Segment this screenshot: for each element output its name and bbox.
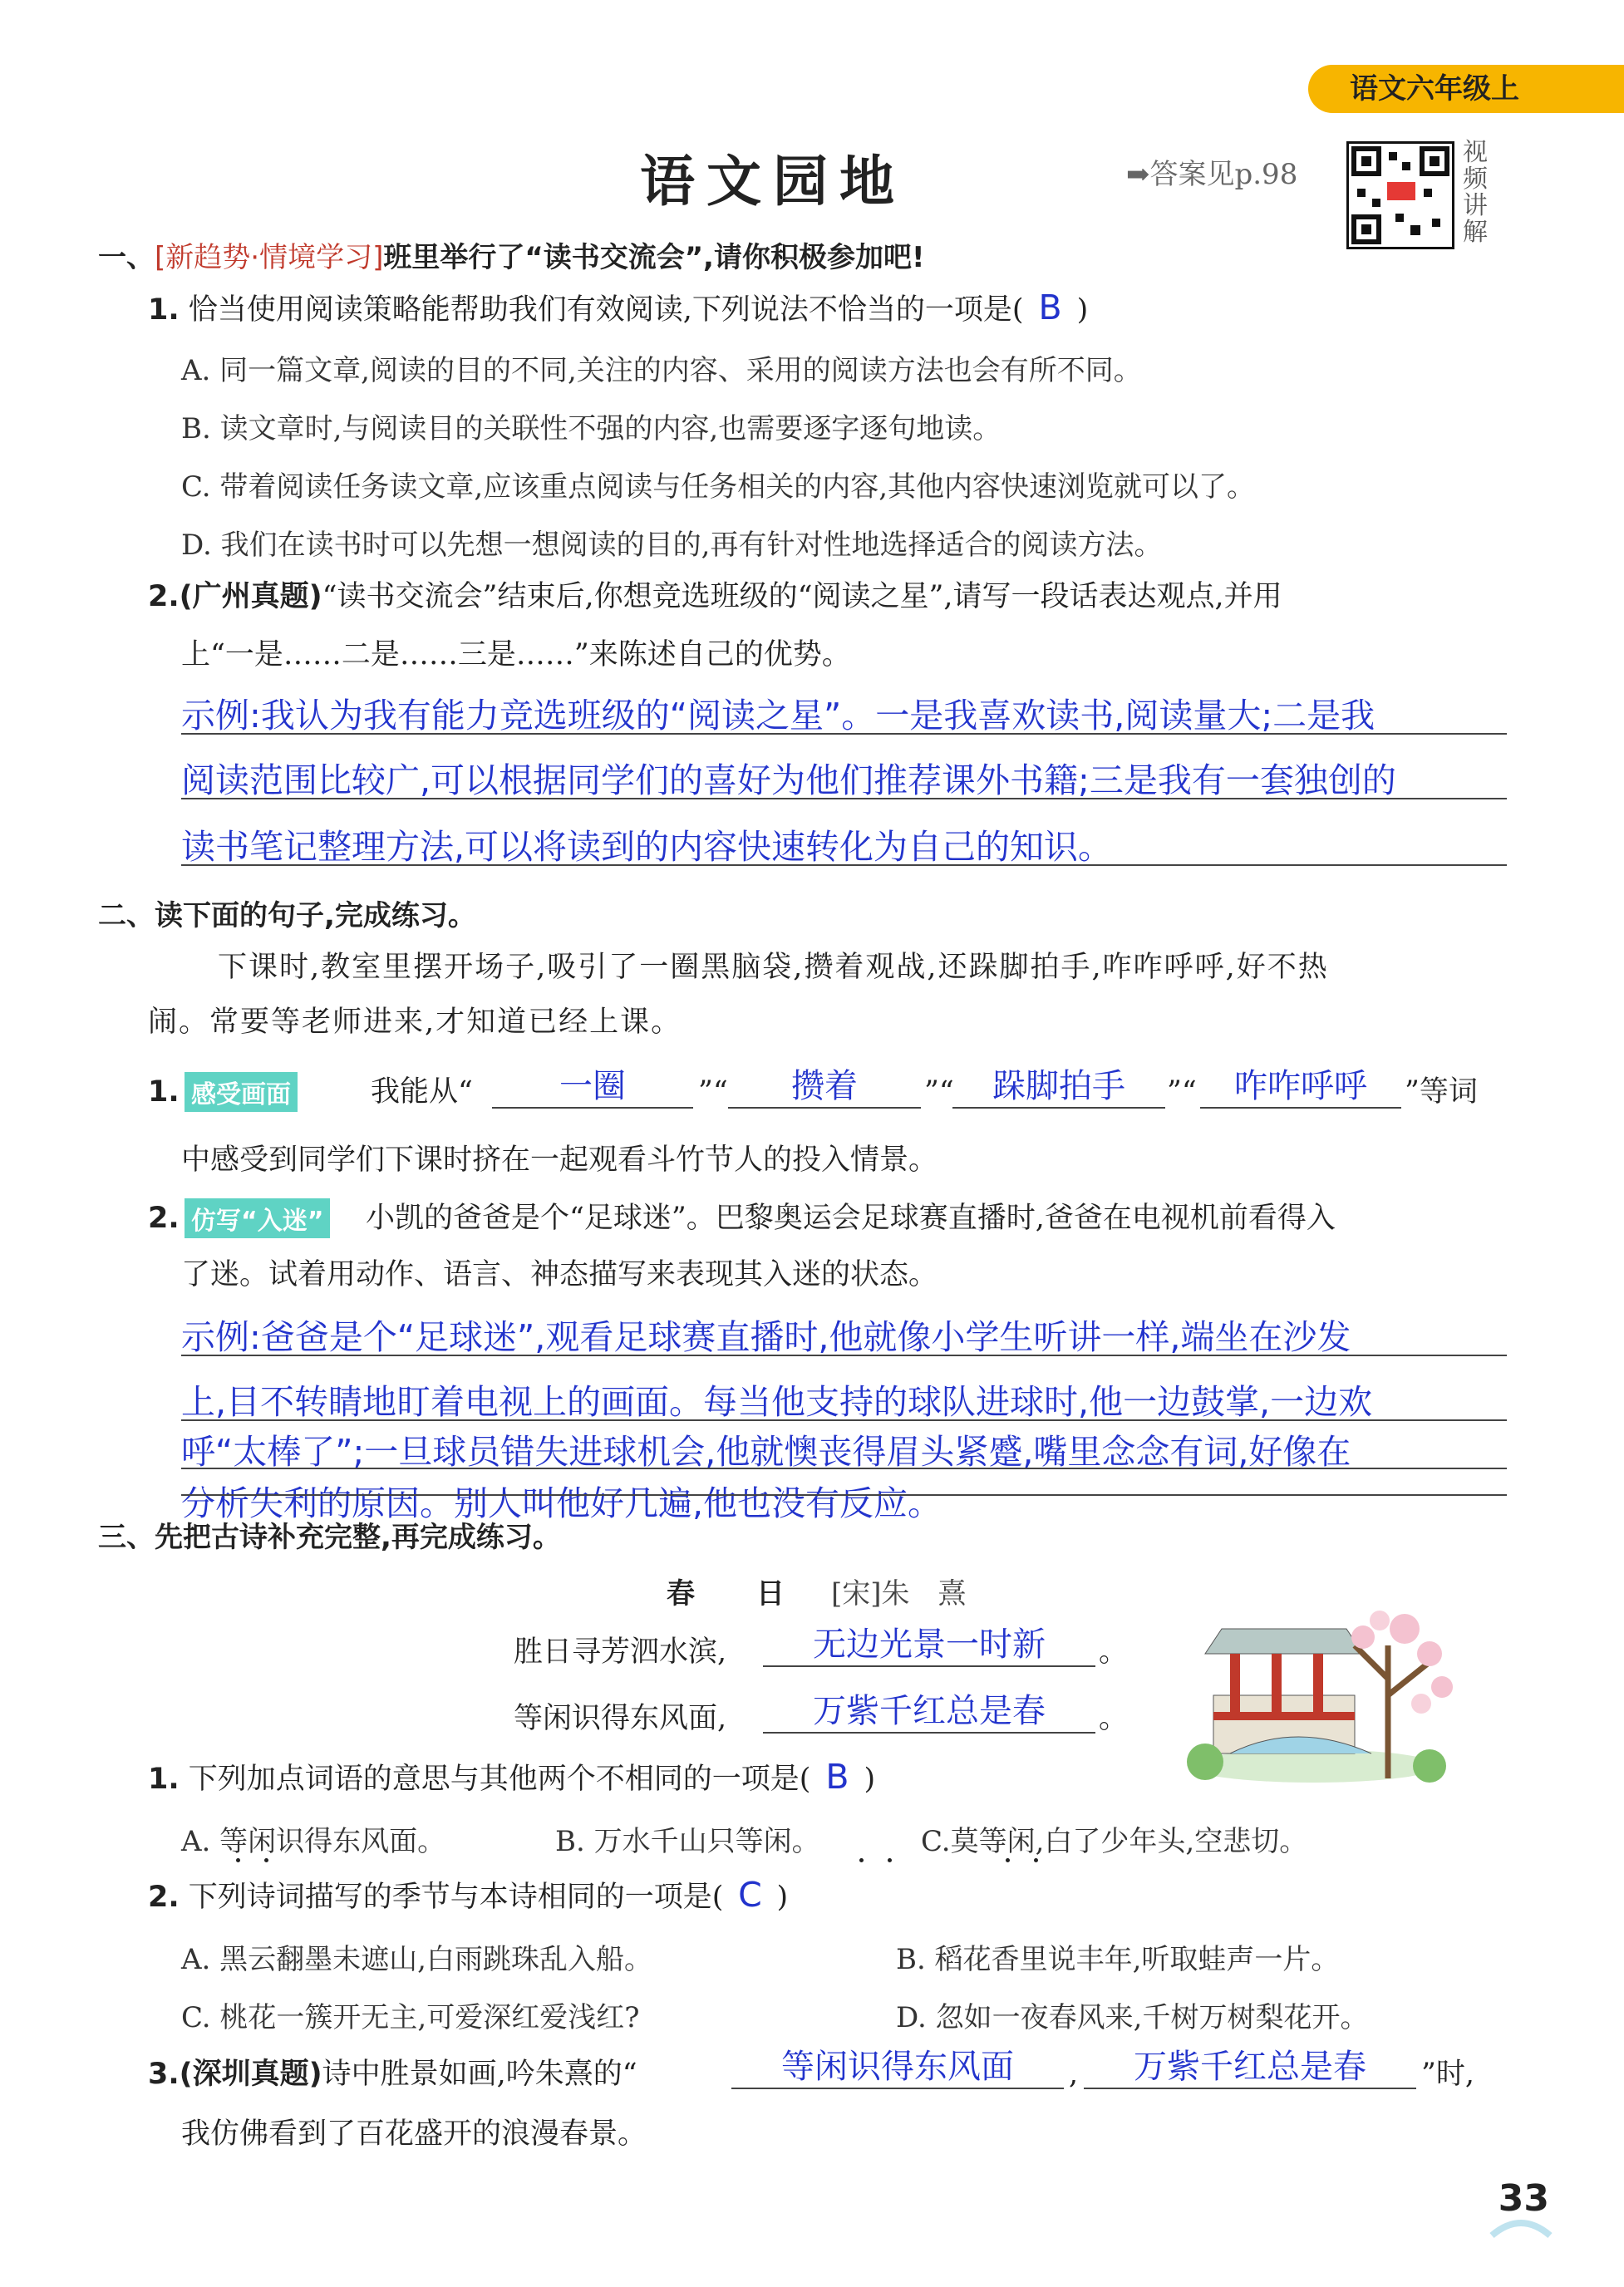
poem-line-2: 等闲识得东风面, (514, 1702, 727, 1735)
writing-line (181, 733, 1507, 735)
emphasis-dot (888, 1858, 892, 1862)
question-text: ”等词 (1405, 1075, 1478, 1109)
blank-3[interactable]: 跺脚拍手 (952, 1065, 1165, 1109)
question-text-2: 了迷。试着用动作、语言、神态描写来表现其入迷的状态。 (181, 1258, 938, 1291)
question-text: 我能从“ (371, 1075, 473, 1109)
question-number: 3. (148, 2058, 180, 2091)
punctuation: 。 (1099, 1702, 1129, 1735)
grade-tag: 语文六年级上 (1308, 65, 1624, 113)
blank-1[interactable]: 等闲识得东风面 (731, 2046, 1064, 2089)
section-1-heading (98, 234, 924, 275)
bracket: ) (1076, 293, 1089, 327)
blank-2[interactable]: 攒着 (728, 1065, 921, 1109)
section-3-heading: 三、先把古诗补充完整,再完成练习。 (98, 1521, 561, 1554)
section-number: 一、 (98, 241, 155, 274)
writing-line (181, 1419, 1507, 1421)
question-number: 2. (148, 1202, 180, 1235)
answer-line-2: 阅读范围比较广,可以根据同学们的喜好为他们推荐课外书籍;三是我有一套独创的 (181, 760, 1396, 800)
poem-blank-1[interactable]: 无边光景一时新 (763, 1624, 1095, 1667)
option-c: C. 桃花一簇开无主,可爱深红爱浅红? (181, 2001, 640, 2034)
question-3-1 (148, 1758, 875, 1798)
emphasis-dot (1034, 1858, 1038, 1862)
answer-line-4: 分析失利的原因。别人叫他好几遍,他也没有反应。 (181, 1483, 942, 1523)
question-text-2: 中感受到同学们下课时挤在一起观看斗竹节人的投入情景。 (181, 1144, 938, 1177)
writing-line (181, 1468, 1507, 1469)
section-tag: [新趋势·情境学习] (155, 241, 384, 274)
option-b: B. 稻花香里说丰年,听取蛙声一片。 (896, 1943, 1340, 1976)
question-number: 1. (148, 1075, 180, 1109)
answer-line-1: 示例:我认为我有能力竞选班级的“阅读之星”。一是我喜欢读书,阅读量大;二是我 (181, 696, 1375, 735)
video-label: 视频讲解 (1463, 138, 1488, 247)
option-a: A. 同一篇文章,阅读的目的不同,关注的内容、采用的阅读方法也会有所不同。 (181, 354, 1142, 387)
handwritten-answer: B (825, 1757, 849, 1797)
question-number: 2. (148, 580, 180, 613)
separator: ”“ (1167, 1075, 1197, 1109)
option-c: C. 带着阅读任务读文章,应该重点阅读与任务相关的内容,其他内容快速浏览就可以了。 (181, 470, 1256, 504)
option-b: B. 万水千山只等闲。 (555, 1825, 820, 1858)
question-text-2: 我仿佛看到了百花盛开的浪漫春景。 (181, 2117, 647, 2151)
writing-line (181, 1494, 1507, 1496)
blank-2[interactable]: 万紫千红总是春 (1084, 2046, 1416, 2089)
separator: ”“ (924, 1075, 954, 1109)
question-number: 1. (148, 1763, 180, 1796)
option-d: D. 忽如一夜春风来,千树万树梨花开。 (896, 2001, 1369, 2034)
question-text: 恰当使用阅读策略能帮助我们有效阅读,下列说法不恰当的一项是( (188, 293, 1024, 327)
decorative-swoosh-icon (1488, 2211, 1554, 2244)
punctuation: 。 (1099, 1635, 1129, 1669)
blank-4[interactable]: 咋咋呼呼 (1200, 1065, 1401, 1109)
question-source: (深圳真题) (179, 2058, 322, 2091)
question-text: ”时, (1421, 2058, 1475, 2091)
separator: , (1069, 2058, 1079, 2091)
separator: ”“ (698, 1075, 728, 1109)
poem-line-1: 胜日寻芳泗水滨, (514, 1635, 727, 1669)
emphasis-dot (859, 1858, 864, 1862)
question-text: 小凯的爸爸是个“足球迷”。巴黎奥运会足球赛直播时,爸爸在电视机前看得入 (366, 1202, 1336, 1235)
question-text: 下列加点词语的意思与其他两个不相同的一项是( (188, 1763, 811, 1796)
answer-line-3: 呼“太棒了”;一旦球员错失进球机会,他就懊丧得眉头紧蹙,嘴里念念有词,好像在 (181, 1432, 1351, 1472)
option-d: D. 我们在读书时可以先想一想阅读的目的,再有针对性地选择适合的阅读方法。 (181, 529, 1163, 562)
bracket: ) (864, 1763, 876, 1796)
emphasis-dot (236, 1858, 240, 1862)
passage-line-2: 闹。常要等老师进来,才知道已经上课。 (148, 1006, 682, 1039)
question-source: (广州真题) (179, 580, 322, 613)
bracket: ) (776, 1881, 789, 1914)
poem-author: [宋]朱 熹 (831, 1577, 967, 1611)
answer-reference: ➡答案见p.98 (1126, 158, 1298, 191)
blank-1[interactable]: 一圈 (492, 1065, 693, 1109)
option-a: A. 等闲识得东风面。 (181, 1825, 446, 1858)
answer-line-2: 上,目不转睛地盯着电视上的画面。每当他支持的球队进球时,他一边鼓掌,一边欢 (181, 1382, 1373, 1422)
answer-line-3: 读书笔记整理方法,可以将读到的内容快速转化为自己的知识。 (181, 827, 1113, 867)
pavilion-illustration (1180, 1596, 1463, 1787)
question-3-3 (148, 2056, 637, 2093)
writing-line (181, 1355, 1507, 1356)
question-number: 2. (148, 1881, 180, 1914)
question-text: 诗中胜景如画,吟朱熹的“ (322, 2058, 637, 2091)
page-title: 语文园地 (640, 150, 906, 214)
section-2-heading: 二、读下面的句子,完成练习。 (98, 899, 476, 932)
poem-blank-2[interactable]: 万紫千红总是春 (763, 1690, 1095, 1734)
question-text: “读书交流会”结束后,你想竞选班级的“阅读之星”,请写一段话表达观点,并用 (322, 580, 1282, 613)
option-c: C.莫等闲,白了少年头,空悲切。 (921, 1825, 1308, 1858)
question-badge: 仿写“入迷” (185, 1198, 330, 1238)
handwritten-answer: B (1038, 288, 1062, 327)
page-number: 33 (1498, 2177, 1549, 2220)
answer-line-1: 示例:爸爸是个“足球迷”,观看足球赛直播时,他就像小学生听讲一样,端坐在沙发 (181, 1317, 1351, 1357)
question-1-1 (148, 289, 1088, 328)
option-a: A. 黑云翻墨未遮山,白雨跳珠乱入船。 (181, 1943, 652, 1976)
qr-code-icon[interactable] (1346, 141, 1454, 249)
poem-title: 春 日 (667, 1577, 801, 1611)
option-b: B. 读文章时,与阅读目的关联性不强的内容,也需要逐字逐句地读。 (181, 412, 1001, 445)
passage-line-1: 下课时,教室里摆开场子,吸引了一圈黑脑袋,攒着观战,还跺脚拍手,咋咋呼呼,好不热 (218, 951, 1329, 984)
question-number: 1. (148, 293, 180, 327)
writing-line (181, 864, 1507, 866)
writing-line (181, 798, 1507, 799)
question-3-2 (148, 1876, 788, 1916)
handwritten-answer: C (738, 1875, 762, 1915)
question-badge: 感受画面 (185, 1072, 298, 1112)
emphasis-dot (264, 1858, 268, 1862)
question-text-2: 上“一是……二是……三是……”来陈述自己的优势。 (181, 638, 851, 671)
emphasis-dot (1006, 1858, 1010, 1862)
question-1-2 (148, 578, 1282, 615)
section-text: 班里举行了“读书交流会”,请你积极参加吧! (383, 241, 925, 274)
question-text: 下列诗词描写的季节与本诗相同的一项是( (188, 1881, 724, 1914)
